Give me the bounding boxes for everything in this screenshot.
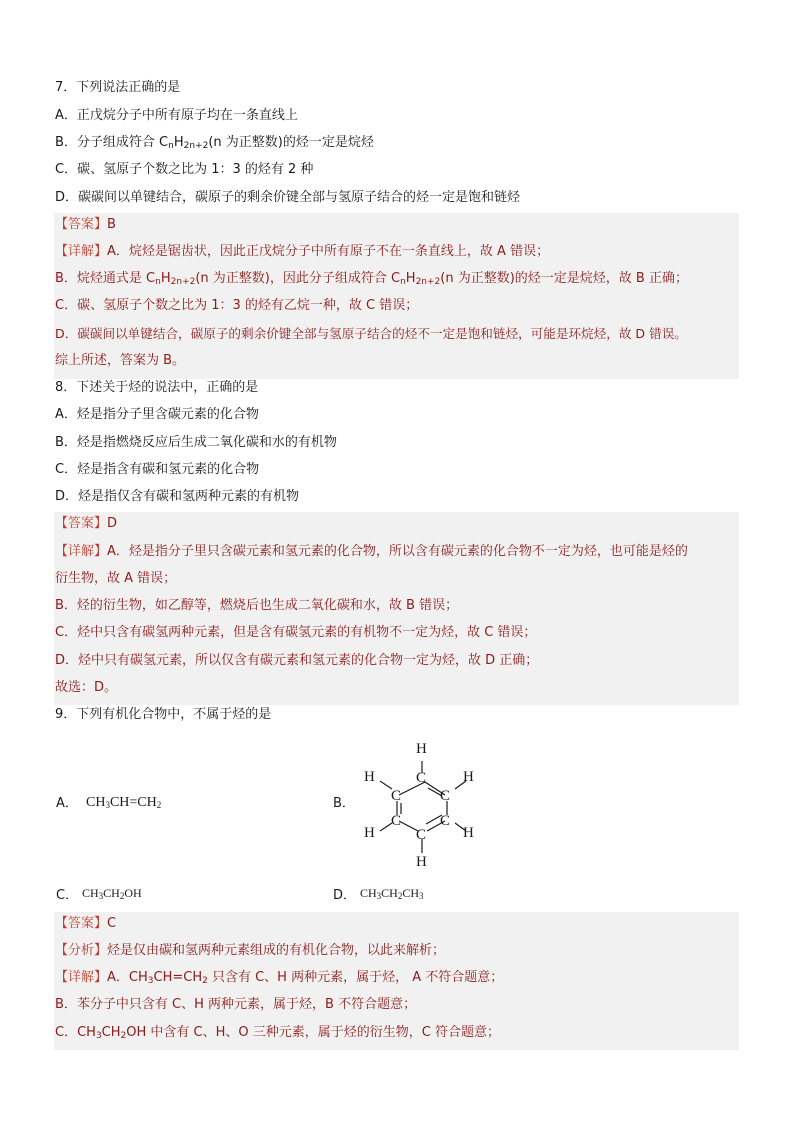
benzene-h-upper-left: H <box>364 769 375 785</box>
benzene-h-top: H <box>416 741 427 757</box>
q9-answer: 【答案】C <box>55 916 117 931</box>
q8-detail-b: B．烃的衍生物，如乙醇等，燃烧后也生成二氧化碳和水，故 B 错误； <box>55 598 459 613</box>
q9-detail-a: 【详解】A．$CH_3CH=CH_2$ 只含有 C、H 两种元素，属于烃， A 不符合题意； <box>55 970 504 986</box>
q7-stem: 7．下列说法正确的是 <box>55 80 181 95</box>
q8-option-d: D．烃是指仅含有碳和氢两种元素的有机物 <box>55 489 300 504</box>
q7-option-b: B．分子组成符合 $C_nH_{2n+2}(n$ 为正整数)的烃一定是烷烃 <box>55 135 374 151</box>
q8-detail-a-2: 衍生物，故 A 错误； <box>55 571 177 586</box>
q7-option-d: D．碳碳间以单键结合，碳原子的剩余价键全部与氢原子结合的烃一定是饱和链烃 <box>55 190 521 205</box>
q9-stem: 9．下列有机化合物中，不属于烃的是 <box>55 707 272 722</box>
benzene-c-upper-right: C <box>440 788 451 804</box>
q9-option-d-label: D． <box>333 888 357 903</box>
benzene-h-lower-left: H <box>364 825 375 841</box>
q9-option-b-label: B． <box>333 796 355 811</box>
q9-analysis: 【分析】烃是仅由碳和氢两种元素组成的有机化合物，以此来解析； <box>55 943 446 958</box>
q8-detail-c: C．烃中只含有碳氢两种元素，但是含有碳氢元素的有机物不一定为烃，故 C 错误； <box>55 625 537 640</box>
q7-option-a: A．正戊烷分子中所有原子均在一条直线上 <box>55 108 298 123</box>
q7-answer: 【答案】B <box>55 217 116 232</box>
benzene-c-lower-left: C <box>391 813 402 829</box>
q9-option-c-label: C． <box>56 888 79 903</box>
q8-option-c: C．烃是指含有碳和氢元素的化合物 <box>55 462 260 477</box>
q9-detail-b: B．苯分子中只含有 C、H 两种元素，属于烃，B 不符合题意； <box>55 997 417 1012</box>
q7-summary: 综上所述，答案为 B。 <box>55 353 186 368</box>
q9-option-a-formula: $CH_3CH=CH_2$ <box>86 795 162 810</box>
benzene-structure <box>355 735 495 875</box>
q8-option-a: A．烃是指分子里含碳元素的化合物 <box>55 407 259 422</box>
q9-option-c-formula: $CH_3CH_2OH$ <box>82 886 142 901</box>
q8-summary: 故选：D。 <box>55 680 118 695</box>
benzene-c-lower-right: C <box>440 813 451 829</box>
q8-detail-d: D．烃中只有碳氢元素，所以仅含有碳元素和氢元素的化合物一定为烃，故 D 正确； <box>55 653 539 668</box>
q9-option-a-label: A． <box>56 796 78 811</box>
benzene-c-upper-left: C <box>391 788 402 804</box>
benzene-h-upper-right: H <box>463 769 474 785</box>
q7-option-c: C．碳、氢原子个数之比为 1：3 的烃有 2 种 <box>55 162 314 177</box>
q8-option-b: B．烃是指燃烧反应后生成二氧化碳和水的有机物 <box>55 435 337 450</box>
q7-detail-b: B．烷烃通式是 $C_nH_{2n+2}(n$ 为正整数)，因此分子组成符合 $C_nH_{2n+2}(n$ 为正整数)的烃一定是烷烃，故 B 正确； <box>55 271 688 287</box>
benzene-c-bottom: C <box>416 827 427 843</box>
q7-detail-d: D．碳碳间以单键结合，碳原子的剩余价键全部与氢原子结合的烃不一定是饱和链烃，可能是环烷烃，故 D 错误。 <box>55 326 687 341</box>
q8-stem: 8．下述关于烃的说法中，正确的是 <box>55 380 259 395</box>
q9-option-d-formula: $CH_3CH_2CH_3$ <box>360 886 424 901</box>
q9-detail-c: C．$CH_3CH_2OH$ 中含有 C、H、O 三种元素，属于烃的衍生物，C 符合题意； <box>55 1025 500 1041</box>
benzene-h-bottom: H <box>416 854 427 870</box>
q7-detail-a: 【详解】A．烷烃是锯齿状，因此正戊烷分子中所有原子不在一条直线上，故 A 错误； <box>55 244 550 259</box>
q8-detail-a-1: 【详解】A．烃是指分子里只含碳元素和氢元素的化合物，所以含有碳元素的化合物不一定为烃，也可能是烃的 <box>55 544 688 559</box>
q8-answer: 【答案】D <box>55 516 118 531</box>
benzene-c-top: C <box>416 770 427 786</box>
benzene-h-lower-right: H <box>463 825 474 841</box>
q7-detail-c: C．碳、氢原子个数之比为 1：3 的烃有乙烷一种，故 C 错误； <box>55 298 419 313</box>
